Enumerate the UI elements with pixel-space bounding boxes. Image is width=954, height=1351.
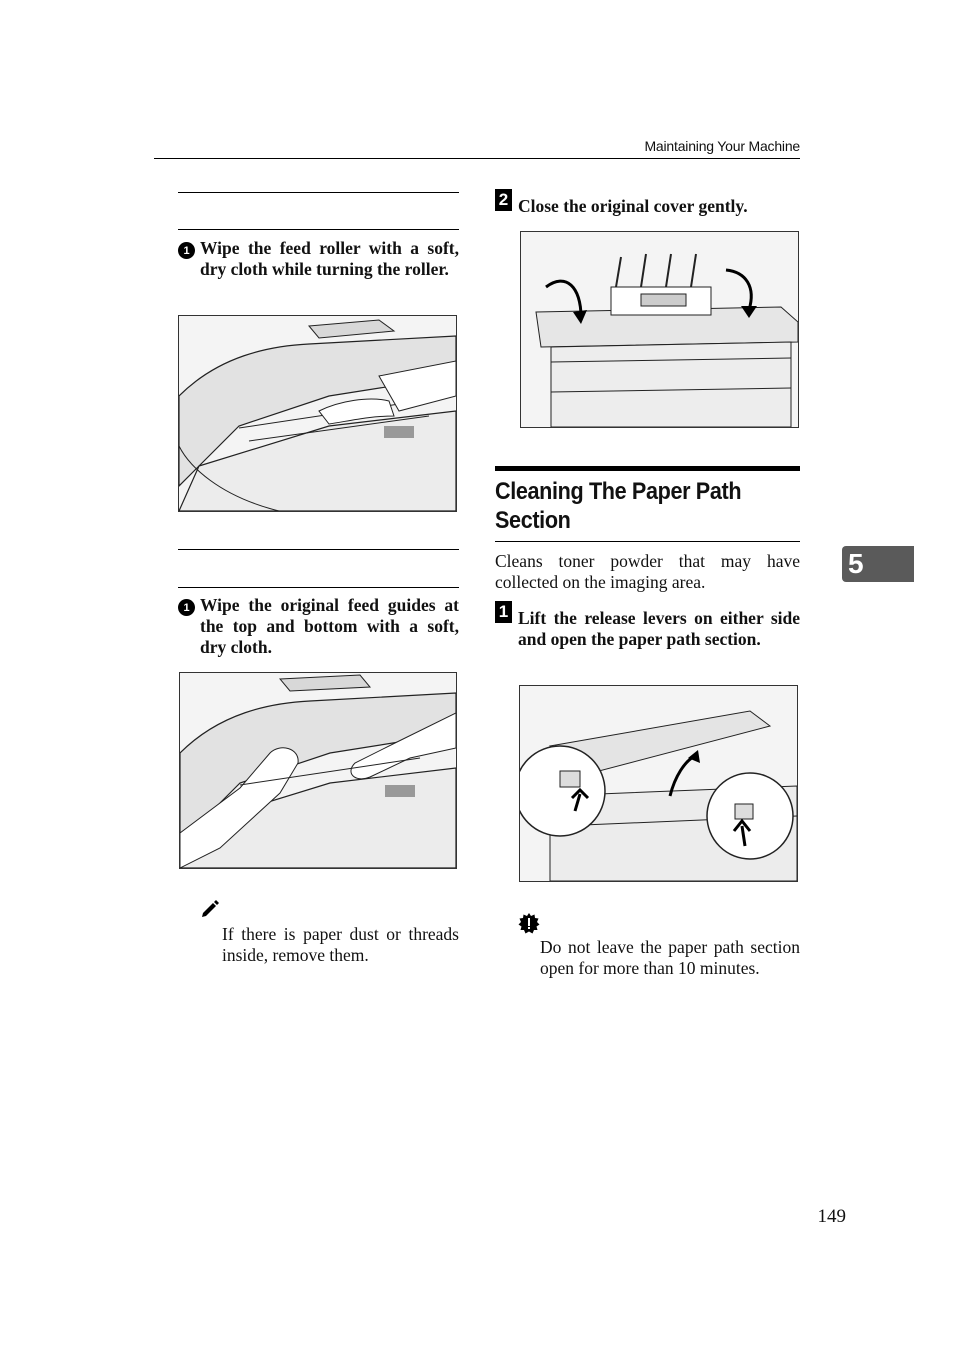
feed-guides-illustration [179,672,457,869]
section-title-underline [495,541,800,542]
section-intro: Cleans toner powder that may have collected on the imaging area. [495,551,800,592]
step-number-value-2: 1 [498,602,509,621]
step-instruction: Wipe the feed roller with a soft, dry cloth while turning the roller. [200,238,459,279]
step-number-value: 2 [498,190,509,209]
subsection-rule-top-2 [178,549,459,550]
step-instruction-2: Wipe the original feed guides at the top and bottom with a soft, dry cloth. [200,595,459,657]
page-number: 149 [817,1206,846,1227]
subsection-rule-bottom-2 [178,587,459,588]
header-rule [154,158,800,159]
section-title-rule [495,466,800,471]
section-title: Cleaning The Paper Path Section [495,478,742,534]
important-text: Do not leave the paper path section open for more than 10 minutes. [540,937,800,978]
step-number-box-2 [495,601,512,623]
step-number-box [495,189,512,211]
step-number-circle: 1 [178,242,195,259]
note-text: If there is paper dust or threads inside, remove them. [222,924,459,965]
close-cover-instruction: Close the original cover gently. [518,196,748,216]
subsection-rule-top [178,192,459,193]
feed-roller-illustration [178,315,457,512]
step-number-circle-2: 1 [178,599,195,616]
chapter-tab: 5 [842,546,914,582]
subsection-rule-bottom [178,229,459,230]
release-levers-illustration [519,685,798,882]
lift-levers-instruction: Lift the release levers on either side and open the paper path section. [518,608,800,649]
important-icon [518,912,540,934]
running-head: Maintaining Your Machine [644,138,800,154]
close-cover-illustration [520,231,799,428]
pencil-note-icon [200,898,220,918]
